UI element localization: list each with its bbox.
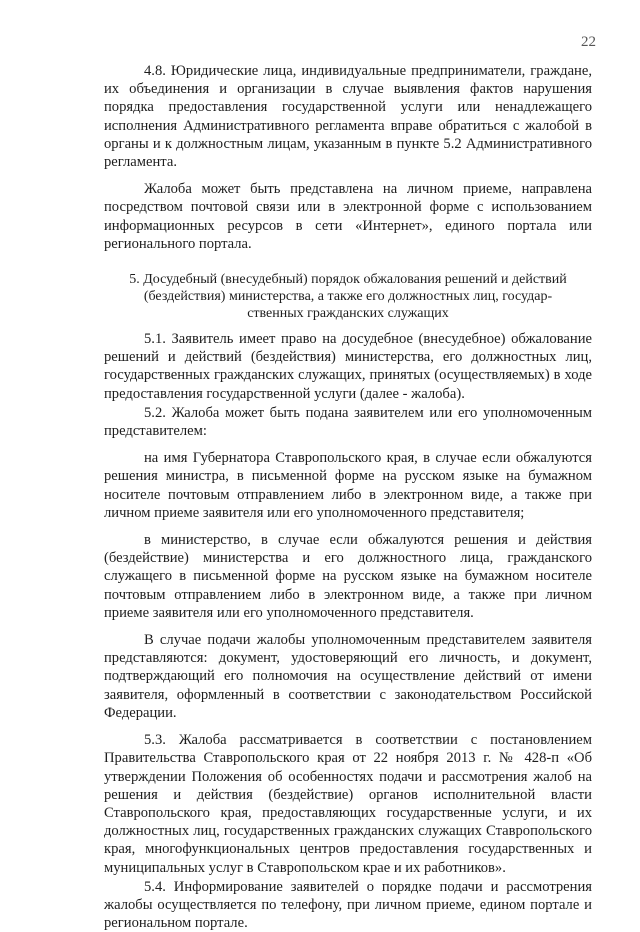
paragraph-5-3: 5.3. Жалоба рассматривается в соответствии с постановлением Правительства Ставропольского края от 22 ноября 2013 г. № 428-п «Об утверждении Положения об особенностях подачи и рассмотрения жалоб на решения и действия (бездействие) органов исполнительной власти Ставропольского края, предоставляющих государственные услуги, и их должностных лиц, государственных гражданских служащих Ставропольского края, многофункциональных центров предоставления государственных и муниципальных услуг в Ставропольском крае и их работников». bbox=[104, 732, 592, 876]
paragraph-5-1: 5.1. Заявитель имеет право на досудебное (внесудебное) обжалование решений и действий (бездействия) министерства, его должностных лиц, государственных гражданских служащих, принятых (осуществляемых) в ходе предоставления государственной услуги (далее - жалоба). bbox=[104, 331, 592, 402]
section-5-heading-line-1: 5. Досудебный (внесудебный) порядок обжалования решений и действий (бездействия) министерства, а также его должностных лиц, государ- bbox=[129, 272, 567, 305]
paragraph-5-2: 5.2. Жалоба может быть подана заявителем или его уполномоченным представителем: bbox=[104, 404, 592, 440]
paragraph-ministry-address: в министерство, в случае если обжалуются решения и действия (бездействие) министерства и его должностного лица, гражданского служащего в письменной форме на русском языке на бумажном носителе почтовым отправлением либо в электронном виде, а также при личном приеме заявителя или его уполномоченного представителя. bbox=[104, 532, 592, 621]
paragraph-complaint-submission: Жалоба может быть представлена на личном приеме, направлена посредством почтовой связи или в электронной форме с использованием информационных ресурсов в сети «Интернет», единого портала или регионального портала. bbox=[104, 181, 592, 252]
paragraph-5-4: 5.4. Информирование заявителей о порядке подачи и рассмотрения жалобы осуществляется по телефону, при личном приеме, едином портале и региональном портале. bbox=[104, 878, 592, 932]
document-body bbox=[104, 62, 592, 932]
paragraph-4-8: 4.8. Юридические лица, индивидуальные предприниматели, граждане, их объединения и организации в случае выявления фактов нарушения порядка предоставления государственной услуги или ненадлежащего исполнения Административного регламента вправе обратиться с жалобой в органы и к должностным лицам, указанным в пункте 5.2 Административного регламента. bbox=[104, 63, 592, 171]
paragraph-representative-documents: В случае подачи жалобы уполномоченным представителем заявителя представляются: документ, удостоверяющий его личность, и документ, подтверждающий его полномочия на осуществление действий от имени заявителя, оформленный в соответствии с законодательством Российской Федерации. bbox=[104, 632, 592, 721]
paragraph-governor-address: на имя Губернатора Ставропольского края, в случае если обжалуются решения министра, в письменной форме на русском языке на бумажном носителе почтовым отправлением либо в электронном виде, а также при личном приеме заявителя или его уполномоченного представителя; bbox=[104, 450, 592, 521]
section-5-heading-line-2: ственных гражданских служащих bbox=[247, 306, 449, 322]
page-number: 22 bbox=[581, 34, 596, 50]
section-5-heading bbox=[104, 271, 592, 322]
